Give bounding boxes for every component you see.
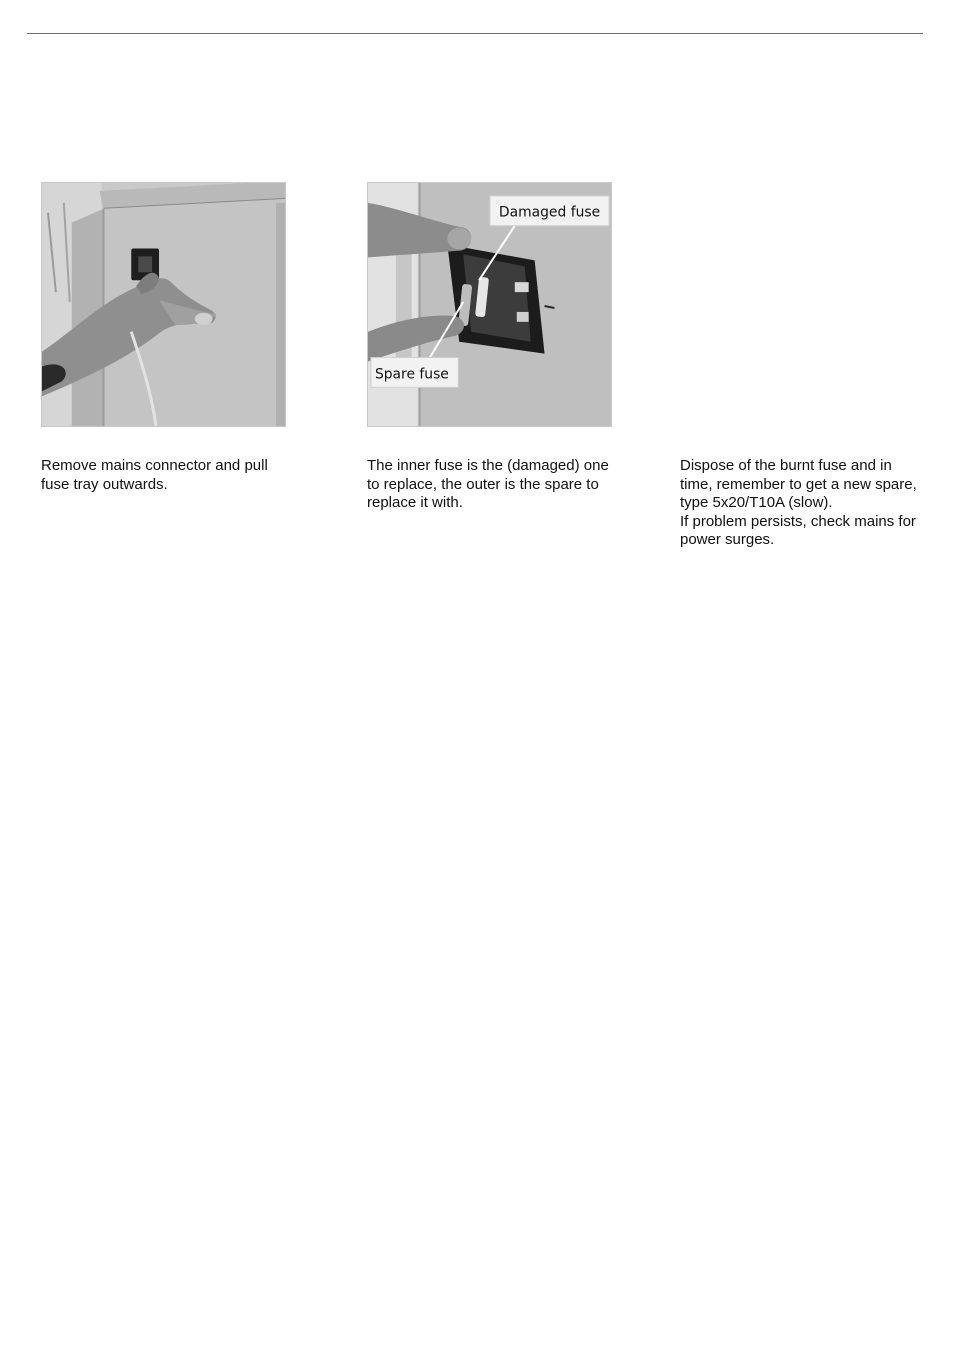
photo-remove-connector <box>41 182 286 427</box>
photo-fuse-tray-illustration <box>368 183 611 426</box>
caption-step-1: Remove mains connector and pull fuse tray outwards. <box>41 457 268 493</box>
photo-fuse-tray <box>367 182 612 427</box>
caption-step-2: The inner fuse is the (damaged) one to replace, the outer is the spare to replace it with. <box>367 457 609 511</box>
caption-step-3 <box>680 457 925 550</box>
caption-step-3-line-2: If problem persists, check mains for power surges. <box>680 512 916 548</box>
photo-remove-connector-illustration <box>42 183 285 426</box>
callout-spare-fuse-label: Spare fuse <box>374 366 449 383</box>
header-rule <box>27 33 923 34</box>
callout-damaged-fuse-label: Damaged fuse <box>498 204 601 221</box>
caption-step-3-line-1: Dispose of the burnt fuse and in time, remember to get a new spare, type 5x20/T10A (slow). <box>680 457 917 511</box>
